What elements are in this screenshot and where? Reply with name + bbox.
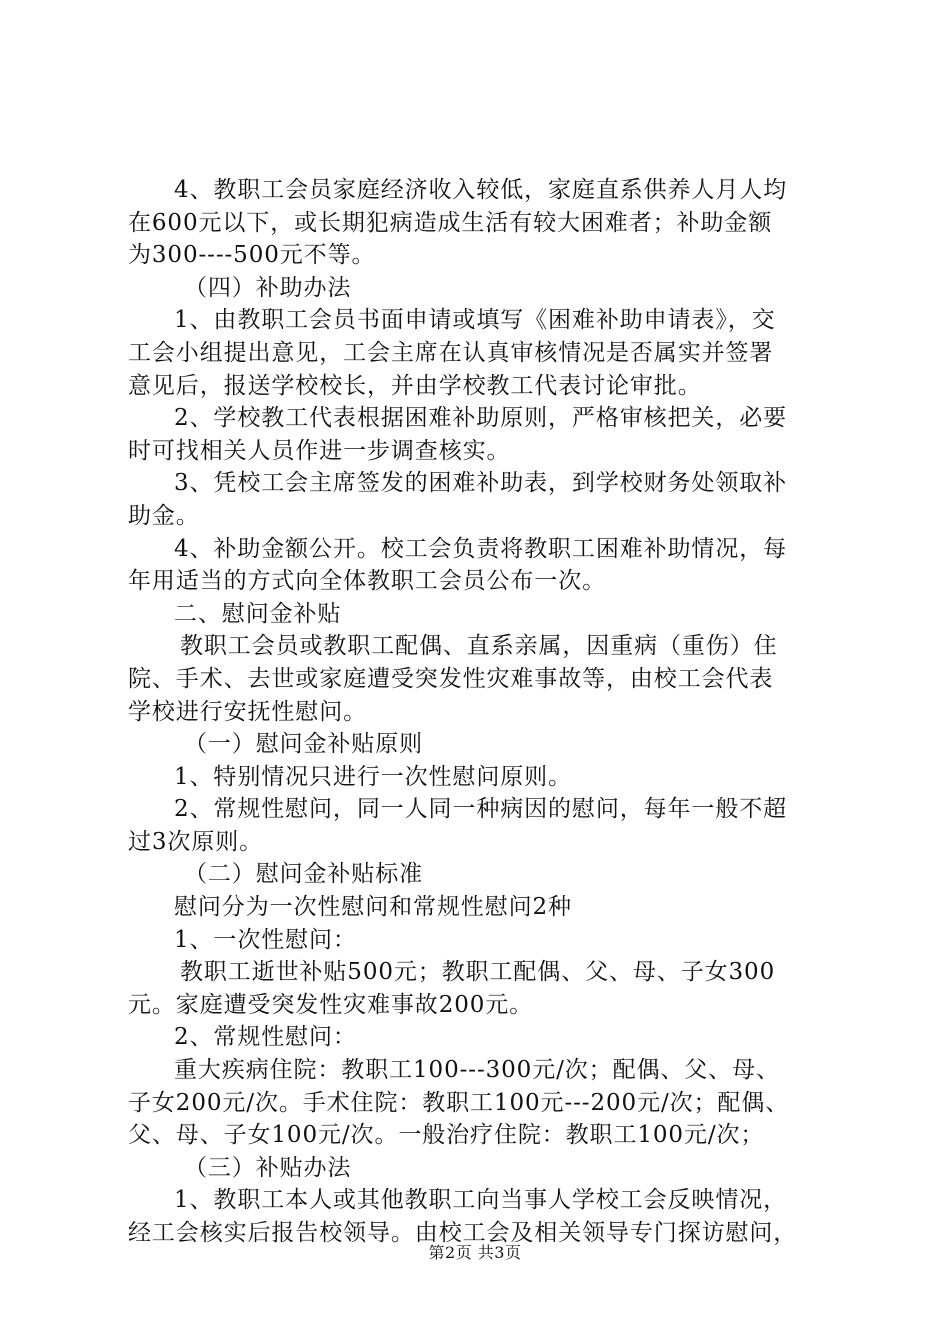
text-line: 时可找相关人员作进一步调查核实。 [128, 437, 511, 464]
text-line: 慰问分为一次性慰问和常规性慰问2种 [174, 894, 572, 921]
text-line: 2、常规性慰问，同一人同一种病因的慰问，每年一般不超 [174, 796, 788, 823]
document-body [128, 174, 832, 1250]
text-line: 工会小组提出意见，工会主席在认真审核情况是否属实并签署 [128, 339, 774, 366]
text-line: 为300----500元不等。 [128, 242, 376, 269]
text-line: 4、补助金额公开。校工会负责将教职工困难补助情况，每 [174, 535, 788, 562]
text-line: 年用适当的方式向全体教职工会员公布一次。 [128, 568, 606, 595]
text-line: 1、特别情况只进行一次性慰问原则。 [174, 763, 572, 790]
text-line: 学校进行安抚性慰问。 [128, 698, 367, 725]
text-line: 1、一次性慰问： [174, 926, 357, 953]
text-line: 意见后，报送学校校长，并由学校教工代表讨论审批。 [128, 372, 702, 399]
section-heading: （二）慰问金补贴标准 [184, 861, 423, 888]
section-heading: 二、慰问金补贴 [174, 600, 342, 627]
text-line: 过3次原则。 [128, 828, 264, 855]
text-line: 父、母、子女100元/次。一般治疗住院：教职工100元/次； [128, 1122, 765, 1149]
text-line: 子女200元/次。手术住院：教职工100元---200元/次；配偶、 [128, 1089, 790, 1116]
text-line: 1、教职工本人或其他教职工向当事人学校工会反映情况， [174, 1187, 788, 1214]
text-line: 元。家庭遭受突发性灾难事故200元。 [128, 991, 534, 1018]
text-line: 在600元以下，或长期犯病造成生活有较大困难者；补助金额 [128, 209, 773, 236]
text-line: 院、手术、去世或家庭遭受突发性灾难事故等，由校工会代表 [128, 665, 774, 692]
text-line: 4、教职工会员家庭经济收入较低，家庭直系供养人月人均 [174, 177, 788, 203]
text-line: 经工会核实后报告校领导。由校工会及相关领导专门探访慰问， [128, 1220, 798, 1246]
text-line: 3、凭校工会主席签发的困难补助表，到学校财务处领取补 [174, 470, 788, 497]
text-line: 助金。 [128, 502, 200, 529]
text-line: 2、常规性慰问： [174, 1024, 357, 1051]
section-heading: （四）补助办法 [184, 274, 352, 301]
page-footer: 第2页 共3页 [428, 1243, 522, 1262]
text-line: 教职工会员或教职工配偶、直系亲属，因重病（重伤）住 [180, 633, 778, 660]
text-line: 2、学校教工代表根据困难补助原则，严格审核把关，必要 [174, 405, 788, 432]
section-heading: （三）补贴办法 [184, 1154, 352, 1181]
section-heading: （一）慰问金补贴原则 [184, 731, 423, 758]
text-line: 1、由教职工会员书面申请或填写《困难补助申请表》，交 [174, 307, 776, 334]
text-line: 教职工逝世补贴500元；教职工配偶、父、母、子女300 [180, 959, 776, 986]
text-line: 重大疾病住院：教职工100---300元/次；配偶、父、母、 [174, 1057, 780, 1084]
